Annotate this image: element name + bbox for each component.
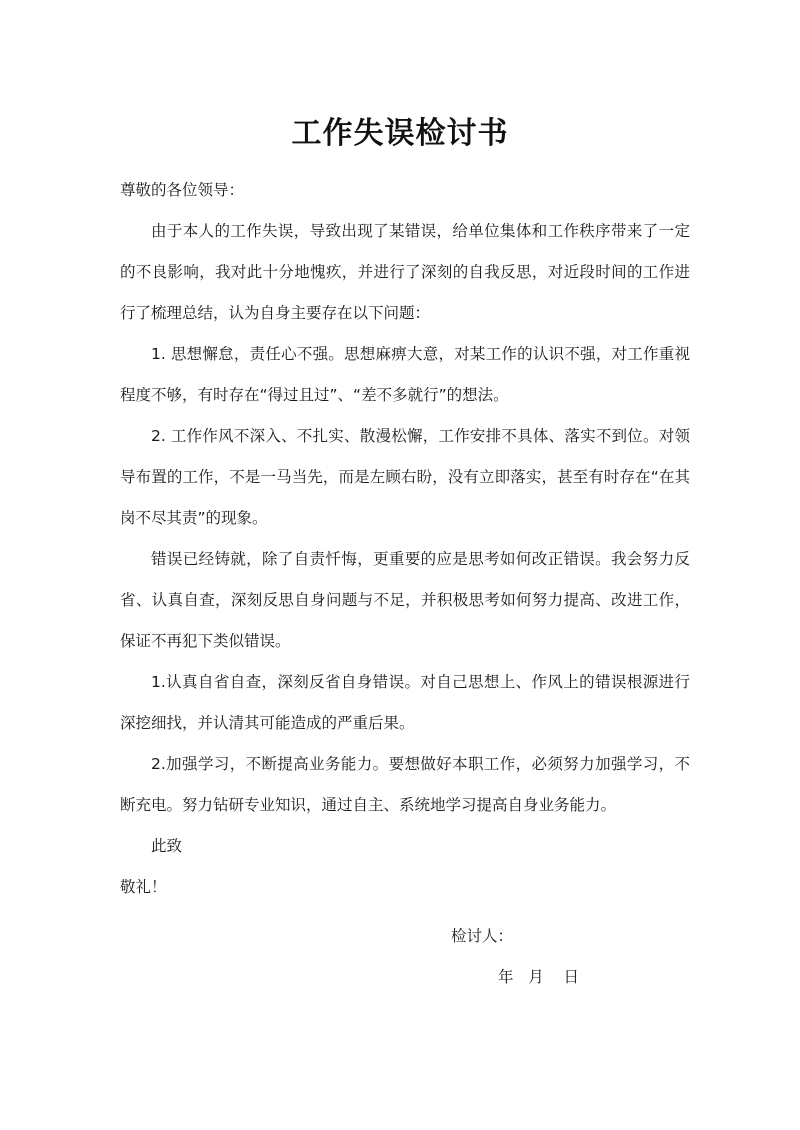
paragraph-action-1: 1.认真自省自查，深刻反省自身错误。对自己思想上、作风上的错误根源进行深挖细找，并认清其可能造成的严重后果。	[120, 673, 690, 732]
paragraph-intro: 由于本人的工作失误，导致出现了某错误，给单位集体和工作秩序带来了一定的不良影响，我对此十分地愧疚，并进行了深刻的自我反思，对近段时间的工作进行了梳理总结，认为自身主要存在以下问题：	[120, 222, 690, 322]
paragraph-reflection: 错误已经铸就，除了自责忏悔，更重要的应是思考如何改正错误。我会努力反省、认真自查，深刻反思自身问题与不足，并积极思考如何努力提高、改进工作，保证不再犯下类似错误。	[120, 550, 690, 650]
salutation: 尊敬的各位领导：	[120, 181, 245, 199]
closing-cizhi: 此致	[151, 837, 183, 855]
paragraph-problem-2: 2. 工作作风不深入、不扎实、散漫松懈，工作安排不具体、落实不到位。对领导布置的工作，不是一马当先，而是左顾右盼，没有立即落实，甚至有时存在“在其岗不尽其责”的现象。	[120, 427, 690, 527]
closing-jingli: 敬礼！	[120, 878, 167, 896]
document-body	[120, 170, 690, 908]
document-title: 工作失误检讨书	[291, 116, 509, 151]
paragraph-action-2: 2.加强学习，不断提高业务能力。要想做好本职工作，必须努力加强学习，不断充电。努力钻研专业知识，通过自主、系统地学习提高自身业务能力。	[120, 755, 690, 814]
signer-label: 检讨人：	[451, 927, 514, 945]
date-label: 年 月 日	[498, 968, 579, 986]
paragraph-problem-1: 1. 思想懈怠，责任心不强。思想麻痹大意，对某工作的认识不强，对工作重视程度不够，有时存在“得过且过”、“差不多就行”的想法。	[120, 345, 690, 404]
